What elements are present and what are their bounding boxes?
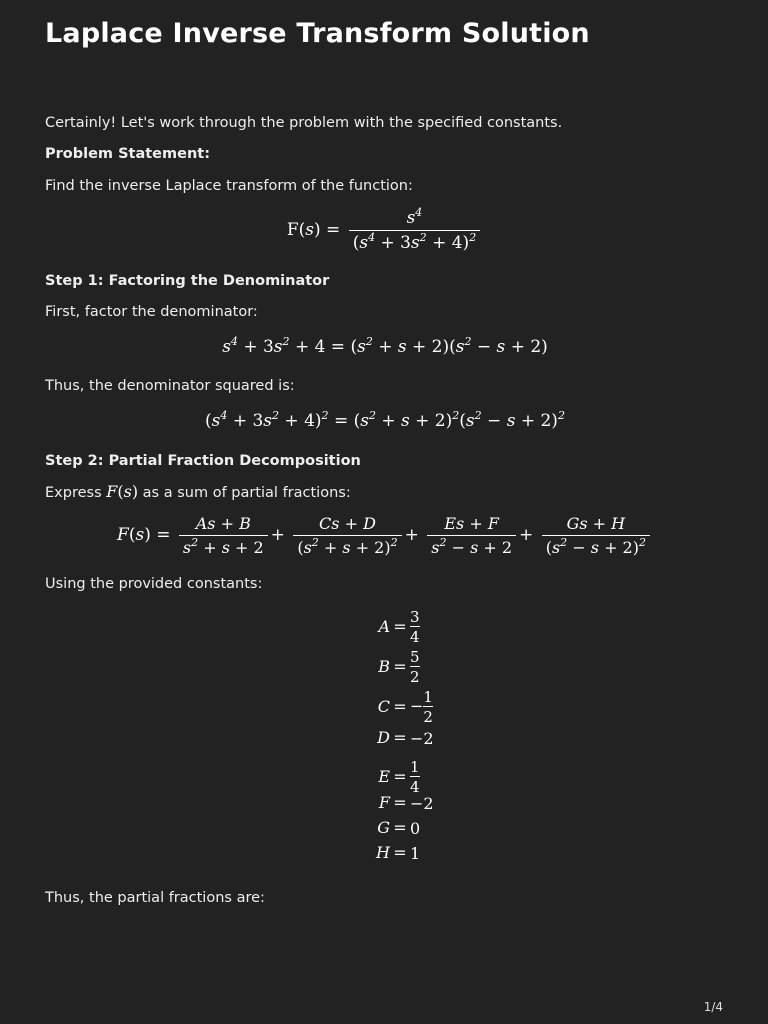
constant-g: G = 0 <box>377 818 421 838</box>
intro-text: Certainly! Let's work through the problem with the specified constants. <box>45 115 563 131</box>
step1-text: First, factor the denominator: <box>45 304 258 320</box>
pf-term-4: $\frac{Gs + H}{(s^2 - s + 2)^2}$ <box>542 514 650 557</box>
function-fraction: $\frac{s^4}{(s^4 + 3s^2 + 4)^2}$ <box>349 208 481 253</box>
step2-text-pre: Express <box>45 485 102 501</box>
constant-f: F = −2 <box>378 793 434 813</box>
problem-heading: Problem Statement: <box>45 146 211 162</box>
page-title: Laplace Inverse Transform Solution <box>45 18 590 49</box>
pf-term-2: $\frac{Cs + D}{(s^2 + s + 2)^2}$ <box>293 514 401 557</box>
pf-term-3: $\frac{Es + F}{s^2 - s + 2}$ <box>427 514 516 557</box>
partials-text: Thus, the partial fractions are: <box>45 890 265 906</box>
factor-equation: $s^4 + 3s^2 + 4 = (s^2 + s + 2)(s^2 - s + 2)$ <box>222 335 548 357</box>
constant-h: H = 1 <box>376 843 421 863</box>
step2-text-post: as a sum of partial fractions: <box>142 485 351 501</box>
constant-a: A = $\frac{3}{4}$ <box>378 608 420 646</box>
pf-term-1: $\frac{As + B}{s^2 + s + 2}$ <box>179 514 268 557</box>
step1-result-text: Thus, the denominator squared is: <box>45 378 295 394</box>
function-equation: F(s) = $\frac{s^4}{(s^4 + 3s^2 + 4)^2}$ <box>45 208 725 253</box>
constants-text: Using the provided constants: <box>45 576 263 592</box>
page-indicator: 1/4 <box>703 1000 723 1014</box>
squared-equation: $(s^4 + 3s^2 + 4)^2 = (s^2 + s + 2)^2(s^2 - s + 2)^2$ <box>205 409 565 431</box>
constant-c: C = − $\frac{1}{2}$ <box>377 688 433 726</box>
constant-b: B = $\frac{5}{2}$ <box>378 648 420 686</box>
partial-fraction-equation: F(s) = $\frac{As + B}{s^2 + s + 2}$ + $\frac{Cs + D}{(s^2 + s + 2)^2}$ + $\frac{Es + F}{s^2 - s + 2}$ + $\frac{Gs + H}{(s^2 - s + 2)^2}$ <box>45 514 725 557</box>
step2-inline-math: F(s) <box>106 482 139 501</box>
constant-d: D = −2 <box>377 728 434 748</box>
step1-heading: Step 1: Factoring the Denominator <box>45 273 330 289</box>
step2-heading: Step 2: Partial Fraction Decomposition <box>45 453 361 469</box>
problem-text: Find the inverse Laplace transform of the function: <box>45 178 413 194</box>
step2-text <box>45 482 351 503</box>
constant-e: E = $\frac{1}{4}$ <box>378 758 420 796</box>
